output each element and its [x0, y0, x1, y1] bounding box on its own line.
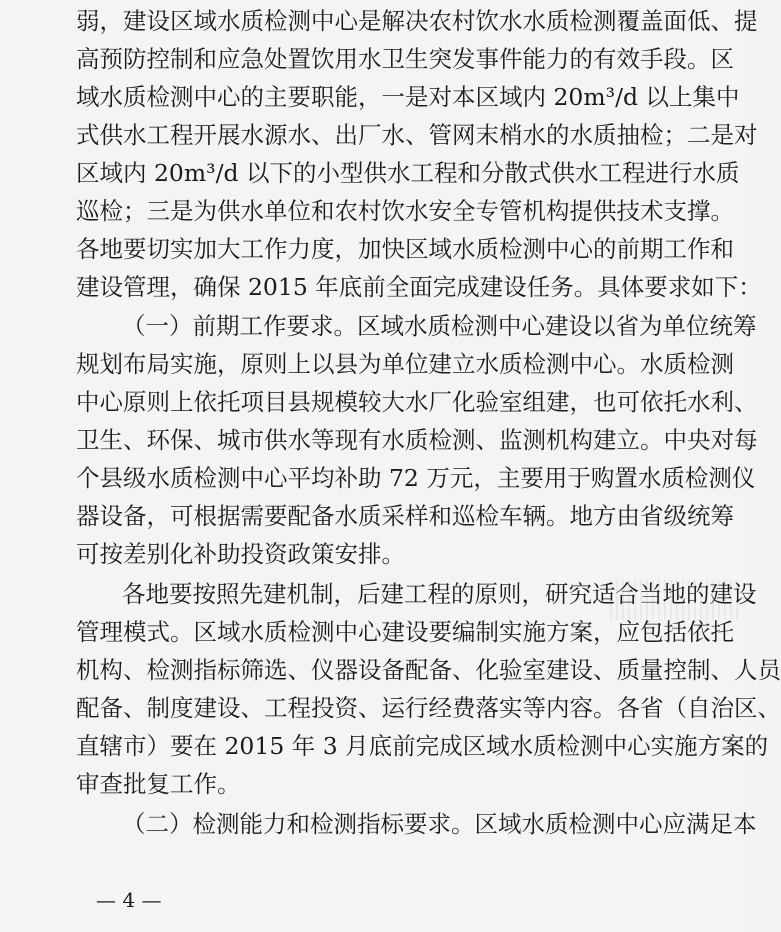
text-line-13: 个县级水质检测中心平均补助 72 万元，主要用于购置水质检测仪 — [76, 464, 756, 492]
text-line-9: （一）前期工作要求。区域水质检测中心建设以省为单位统筹 — [122, 312, 757, 340]
text-line-3: 域水质检测中心的主要职能，一是对本区域内 20m³/d 以上集中 — [76, 83, 740, 111]
text-line-18: 机构、检测指标筛选、仪器设备配备、化验室建设、质量控制、人员 — [76, 656, 781, 684]
text-line-7: 各地要切实加大工作力度，加快区域水质检测中心的前期工作和 — [76, 235, 734, 263]
text-line-15: 可按差别化补助投资政策安排。 — [76, 540, 405, 568]
text-line-2: 高预防控制和应急处置饮用水卫生突发事件能力的有效手段。区 — [76, 45, 734, 73]
page-number: — 4 — — [96, 888, 162, 912]
text-line-8: 建设管理，确保 2015 年底前全面完成建设任务。具体要求如下： — [76, 273, 762, 301]
text-line-17: 管理模式。区域水质检测中心建设要编制实施方案，应包括依托 — [76, 618, 734, 646]
text-line-1: 弱，建设区域水质检测中心是解决农村饮水水质检测覆盖面低、提 — [76, 7, 758, 35]
text-line-6: 巡检；三是为供水单位和农村饮水安全专管机构提供技术支撑。 — [76, 197, 734, 225]
text-line-21: 审查批复工作。 — [76, 770, 241, 798]
text-line-14: 器设备，可根据需要配备水质采样和巡检车辆。地方由省级统筹 — [76, 502, 734, 530]
text-line-4: 式供水工程开展水源水、出厂水、管网末梢水的水质抽检；二是对 — [76, 121, 758, 149]
text-line-11: 中心原则上依托项目县规模较大水厂化验室组建，也可依托水利、 — [76, 388, 758, 416]
text-line-16: 各地要按照先建机制，后建工程的原则，研究适合当地的建设 — [122, 580, 757, 608]
text-line-20: 直辖市）要在 2015 年 3 月底前完成区域水质检测中心实施方案的 — [76, 732, 769, 760]
text-line-19: 配备、制度建设、工程投资、运行经费落实等内容。各省（自治区、 — [76, 694, 781, 722]
text-line-5: 区域内 20m³/d 以下的小型供水工程和分散式供水工程进行水质 — [76, 159, 740, 187]
text-line-12: 卫生、环保、城市供水等现有水质检测、监测机构建立。中央对每 — [76, 426, 758, 454]
text-line-22: （二）检测能力和检测指标要求。区域水质检测中心应满足本 — [122, 810, 757, 838]
text-line-10: 规划布局实施，原则上以县为单位建立水质检测中心。水质检测 — [76, 350, 734, 378]
